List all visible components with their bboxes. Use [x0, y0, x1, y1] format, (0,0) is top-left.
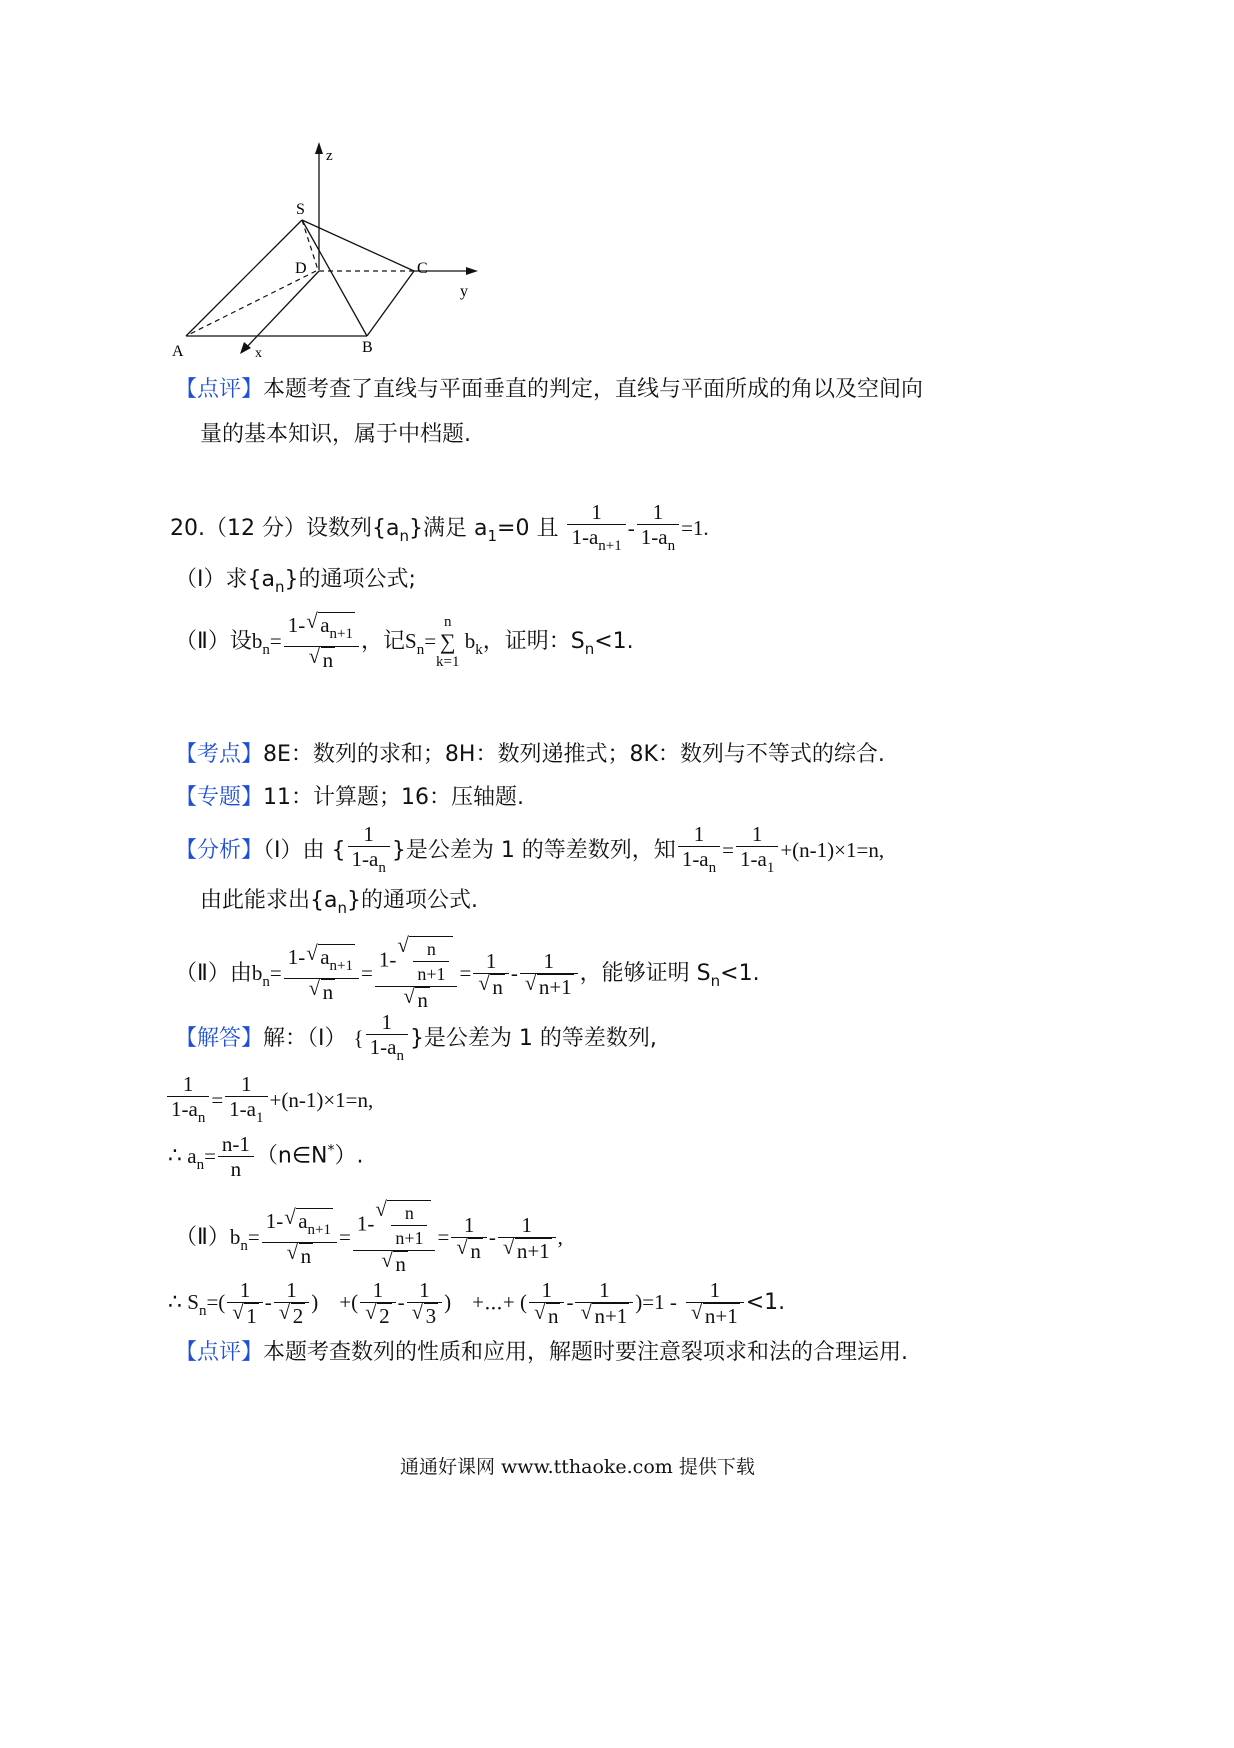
footer-source: 通通好课网 www.tthaoke.com 提供下载 — [400, 1456, 755, 1478]
jieda-frac-seq: $\frac{1}{1-a_n}$ — [366, 1010, 408, 1068]
p20-ji: ，记 — [360, 629, 405, 654]
label-z: z — [326, 148, 333, 164]
jieda-line2: $\frac{1}{1-a_n}$ = $\frac{1}{1-a_1}$ +(n-1)×1=n, — [165, 1072, 373, 1130]
fenxi-line2: 由此能求出$\{a_n\}$的通项公式. — [200, 888, 478, 917]
p20-sub-1: 1 — [487, 527, 498, 545]
jieda-line5: ∴ $S_n=$( 1 √ 1 - 1 √ 2 ) +( 1 √ 2 - 1 √ 3 ) +⋯+ ( 1 √ n - 1 √ n+1 )=1 - 1 √ n+1 <1. — [168, 1278, 785, 1328]
fenxi-frac3: $\frac{1}{1-a_1}$ — [736, 822, 778, 880]
z-axis-arrow — [315, 142, 323, 154]
p20-sub-n: n — [399, 527, 409, 545]
fenxi-line1: 【分析】（Ⅰ）由 { $\frac{1}{1-a_n}$ }是公差为 1 的等差数列，知 $\frac{1}{1-a_n}$ = $\frac{1}{1-a_1}$ +(n-1)×1=n, — [175, 822, 884, 880]
p20-minus: - — [627, 516, 635, 540]
jieda-line1: 【解答】解：（Ⅰ） { $\frac{1}{1-a_n}$ }是公差为 1 的等差数列, — [175, 1010, 657, 1068]
fenxi-bn-frac2: 1- √ $\frac{n}{n+1}$ √ n — [375, 936, 458, 1012]
label-A: A — [172, 343, 184, 360]
edge-SA — [186, 220, 302, 336]
fenxi-frac2: $\frac{1}{1-a_n}$ — [678, 822, 720, 880]
fenxi-tag: 【分析】 — [175, 838, 264, 863]
comment19-text1: 本题考查了直线与平面垂直的判定，直线与平面所成的角以及空间向 — [263, 377, 924, 402]
label-C: C — [417, 260, 428, 277]
y-axis-arrow — [466, 267, 478, 275]
p20-cond: =0 且 — [497, 516, 559, 541]
p20-frac1: $\frac{1}{1-a_{n+1}}$ — [567, 500, 625, 558]
edge-BC — [367, 271, 414, 336]
jieda-line3: ∴ $a_n=$ $\frac{n-1}{n}$ （n∈N*）. — [168, 1132, 364, 1181]
comment19-line2 — [200, 420, 471, 450]
comment20-tag: 【点评】 — [175, 1340, 264, 1365]
kaodian-tag: 【考点】 — [175, 742, 264, 767]
problem20-part2: （Ⅱ）设$b_n=$ 1-√ $a_{n+1}$ √ n ，记$S_n=$ n ∑ k=1 $b_k$，证明：$S_n<1$. — [175, 612, 634, 672]
p20-Sn: $S_n=$ — [405, 629, 437, 658]
label-x: x — [255, 346, 262, 361]
pyramid-figure — [160, 140, 500, 370]
kaodian-line — [175, 740, 885, 770]
p20-frac2: $\frac{1}{1-a_n}$ — [637, 500, 679, 558]
comment19-tag: 【点评】 — [175, 377, 264, 402]
p20-head: 20.（12 分）设数列{a — [170, 516, 400, 541]
fenxi-bn-frac4: 1 √ n+1 — [520, 949, 578, 999]
comment20-text: 本题考查数列的性质和应用，解题时要注意裂项求和法的合理运用. — [263, 1340, 909, 1365]
comment20-line — [175, 1338, 908, 1368]
p20-bk: $b_k$ — [464, 629, 483, 658]
p20-prove: ，证明：S — [482, 629, 585, 654]
p20-eq: =1. — [681, 516, 709, 540]
fenxi-bn-frac3: 1 √ n — [473, 949, 509, 999]
p20-mid: }满足 a — [408, 516, 488, 541]
jieda-tag: 【解答】 — [175, 1026, 264, 1051]
kaodian-text: 8E：数列的求和；8H：数列递推式；8K：数列与不等式的综合. — [263, 742, 885, 767]
zhuanti-tag: 【专题】 — [175, 785, 264, 810]
p20-part2-label: （Ⅱ）设 — [175, 629, 252, 654]
zhuanti-text: 11：计算题；16：压轴题. — [263, 785, 524, 810]
fenxi-frac1: $\frac{1}{1-a_n}$ — [348, 822, 390, 880]
edge-DA — [186, 271, 316, 336]
label-B: B — [362, 339, 373, 356]
x-axis — [244, 271, 319, 350]
p20-bn: $b_n=$ — [251, 629, 282, 658]
problem20-part1: （Ⅰ）求$\{a_n\}$的通项公式; — [175, 567, 416, 596]
label-y: y — [460, 283, 468, 300]
comment19-text2: 量的基本知识，属于中档题. — [200, 422, 471, 447]
problem20-statement — [170, 500, 709, 558]
fenxi-line3: （Ⅱ）由$b_n=$ 1-√ $a_{n+1}$ √ n = 1- √ $\frac{n}{n+1}$ √ n = 1 √ n - 1 √ n+1 ，能够证明 $S_n<1$. — [175, 936, 760, 1012]
label-D: D — [295, 260, 307, 277]
p20-sum-symbol: n ∑ k=1 — [436, 614, 460, 670]
fenxi-bn-frac1: 1-√ $a_{n+1}$ √ n — [284, 944, 359, 1004]
comment19-line1 — [175, 375, 923, 405]
label-S: S — [296, 201, 305, 218]
p20-bn-frac: 1-√ $a_{n+1}$ √ n — [284, 612, 359, 672]
zhuanti-line — [175, 783, 524, 813]
jieda-line4: $(Ⅱ)b_n=$ 1-√ $a_{n+1}$ √ n = 1- √ $\frac{n}{n+1}$ √ n = 1 √ n - 1 √ n+1 , — [175, 1200, 563, 1276]
